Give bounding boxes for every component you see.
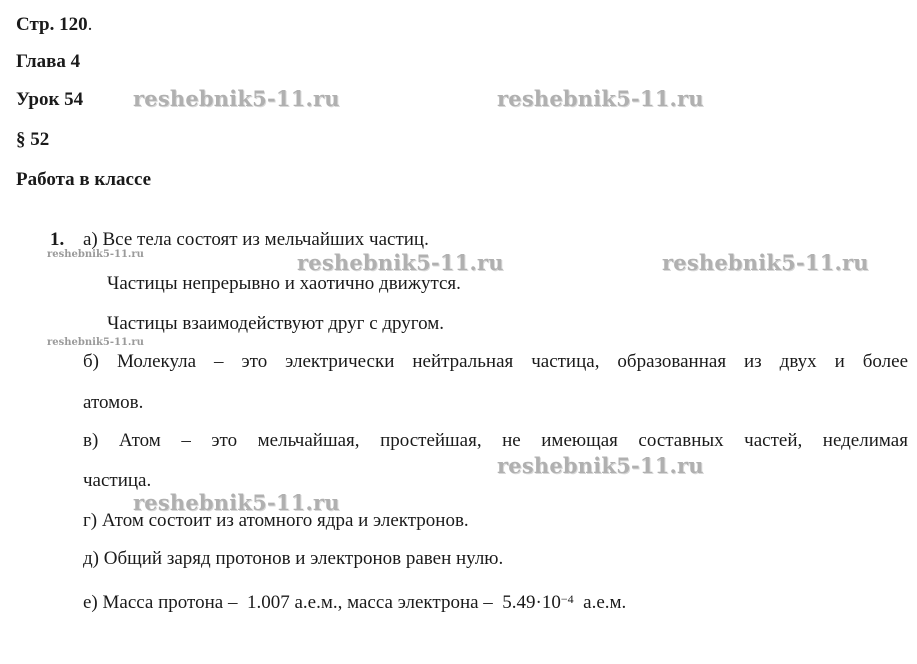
word: более — [862, 351, 908, 372]
paragraph-number: § 52 — [16, 129, 50, 150]
watermark: reshebnik5-11.ru — [133, 490, 340, 515]
proton-mass-unit: а.е.м. — [294, 592, 338, 613]
section-title: Работа в классе — [16, 169, 152, 190]
answer-a-line2: Частицы непрерывно и хаотично движутся. — [107, 273, 461, 294]
electron-mass-unit: а.е.м. — [583, 592, 627, 613]
answer-e-label: е) Масса протона – — [83, 592, 238, 613]
word: Молекула — [116, 351, 197, 372]
word: в) — [83, 430, 99, 451]
word: мельчайшая, — [257, 430, 360, 451]
answer-e — [83, 592, 626, 614]
word: частей, — [744, 430, 803, 451]
word: и — [834, 351, 845, 372]
answer-v-line1 — [83, 430, 908, 452]
watermark-small: reshebnik5-11.ru — [47, 249, 144, 260]
task-number: 1. — [50, 229, 65, 250]
word: не — [502, 430, 521, 451]
word: имеющая — [541, 430, 618, 451]
word: простейшая, — [380, 430, 482, 451]
chapter-title: Глава 4 — [16, 51, 81, 72]
watermark: reshebnik5-11.ru — [662, 250, 869, 275]
word: образованная — [617, 351, 727, 372]
answer-e-middle: , масса электрона – — [337, 592, 493, 613]
word: неделимая — [822, 430, 908, 451]
answer-d: д) Общий заряд протонов и электронов равен нулю. — [83, 548, 504, 569]
word: – — [181, 430, 191, 451]
word: это — [211, 430, 238, 451]
answer-b-line2: атомов. — [83, 392, 144, 413]
page-number-text: Стр. 120 — [16, 14, 88, 35]
word: электрически — [285, 351, 395, 372]
word: нейтральная — [412, 351, 514, 372]
electron-mass-value: 5.49·10 — [502, 592, 561, 613]
watermark: reshebnik5-11.ru — [133, 86, 340, 111]
page-number — [16, 14, 92, 36]
lesson-title: Урок 54 — [16, 89, 84, 110]
watermark-small: reshebnik5-11.ru — [47, 337, 144, 348]
watermark: reshebnik5-11.ru — [497, 86, 704, 111]
watermark: reshebnik5-11.ru — [297, 250, 504, 275]
answer-v-line2: частица. — [83, 470, 152, 491]
word: частица, — [531, 351, 600, 372]
word: – — [214, 351, 224, 372]
word: это — [241, 351, 268, 372]
answer-a-line3: Частицы взаимодействуют друг с другом. — [107, 313, 445, 334]
answer-b-line1 — [83, 351, 908, 373]
word: составных — [638, 430, 724, 451]
watermark: reshebnik5-11.ru — [497, 453, 704, 478]
answer-a-line1: а) Все тела состоят из мельчайших частиц. — [83, 229, 429, 250]
word: из — [744, 351, 762, 372]
word: Атом — [118, 430, 161, 451]
word: двух — [779, 351, 817, 372]
electron-mass-exponent: −4 — [560, 592, 574, 606]
answer-g: г) Атом состоит из атомного ядра и электронов. — [83, 510, 469, 531]
proton-mass-value: 1.007 — [246, 592, 290, 613]
word: б) — [83, 351, 99, 372]
page-number-dot: . — [87, 14, 93, 35]
